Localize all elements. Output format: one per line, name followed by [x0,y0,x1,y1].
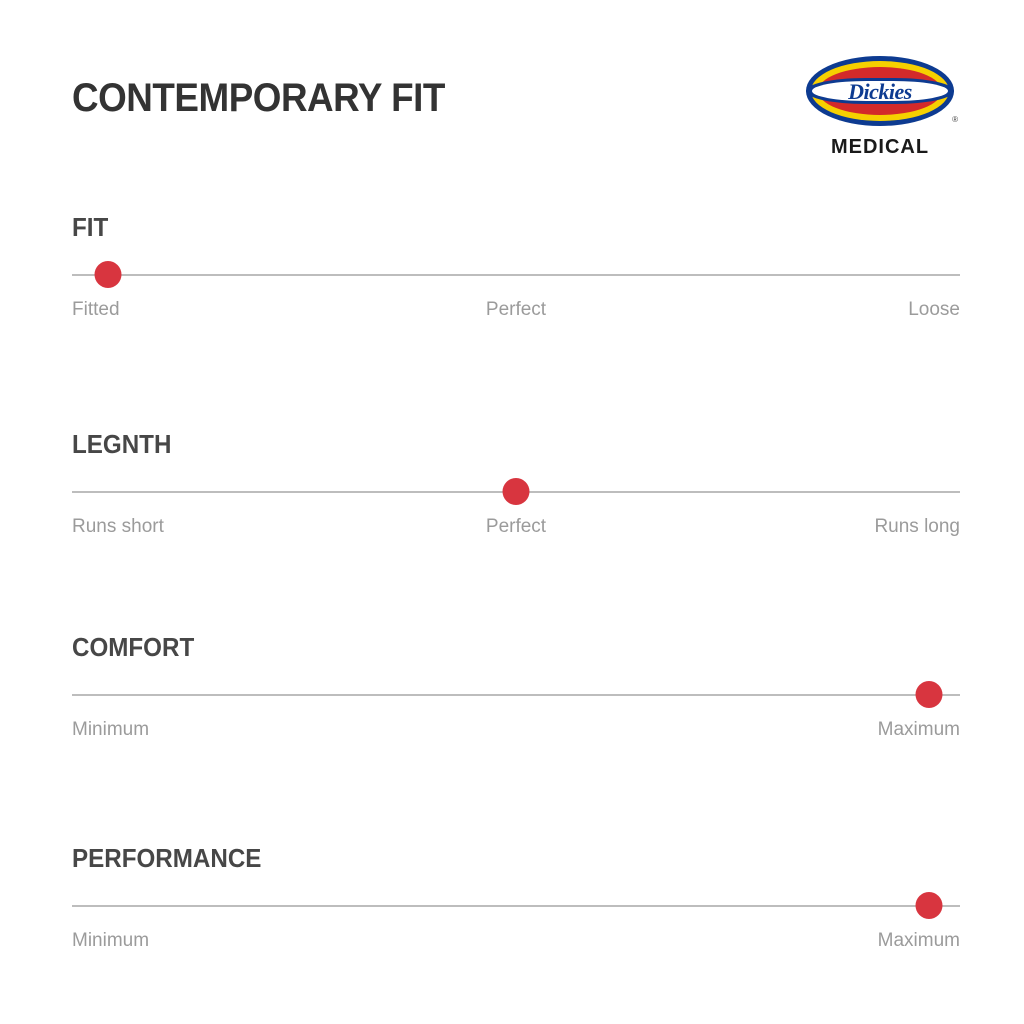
registered-mark: ® [952,115,958,124]
scale-label: PERFORMANCE [72,843,262,873]
header [72,66,960,176]
tick-label-start: Minimum [72,719,150,740]
tick-labels [72,299,960,325]
slider-track-wrap[interactable] [72,478,960,506]
tick-labels [72,719,960,745]
scale-label: LEGNTH [72,429,172,459]
logo-subbrand: MEDICAL [830,136,930,158]
tick-label-middle: Perfect [485,516,547,537]
slider-thumb[interactable] [915,892,942,919]
tick-labels [72,930,960,956]
scale-comfort [72,632,960,745]
slider-track [72,274,960,276]
slider-track [72,694,960,696]
scale-label: COMFORT [72,632,195,662]
tick-label-middle: Perfect [485,299,547,320]
slider-thumb[interactable] [915,681,942,708]
tick-label-end: Maximum [877,930,960,951]
slider-track-wrap[interactable] [72,892,960,920]
scale-fit [72,212,960,325]
tick-label-end: Runs long [874,516,960,537]
tick-label-end: Loose [908,299,960,320]
slider-track [72,905,960,907]
tick-label-start: Minimum [72,930,150,951]
tick-labels [72,516,960,542]
page-title: CONTEMPORARY FIT [72,76,445,120]
slider-track-wrap[interactable] [72,261,960,289]
tick-label-start: Fitted [72,299,120,320]
slider-track-wrap[interactable] [72,681,960,709]
slider-thumb[interactable] [503,478,530,505]
logo-wordmark: Dickies [848,79,912,104]
tick-label-start: Runs short [72,516,164,537]
scale-performance [72,843,960,956]
slider-thumb[interactable] [94,261,121,288]
tick-label-end: Maximum [877,719,960,740]
brand-logo [800,56,960,159]
dickies-logo-icon [806,56,958,126]
scale-length [72,429,960,542]
scale-label: FIT [72,212,109,242]
